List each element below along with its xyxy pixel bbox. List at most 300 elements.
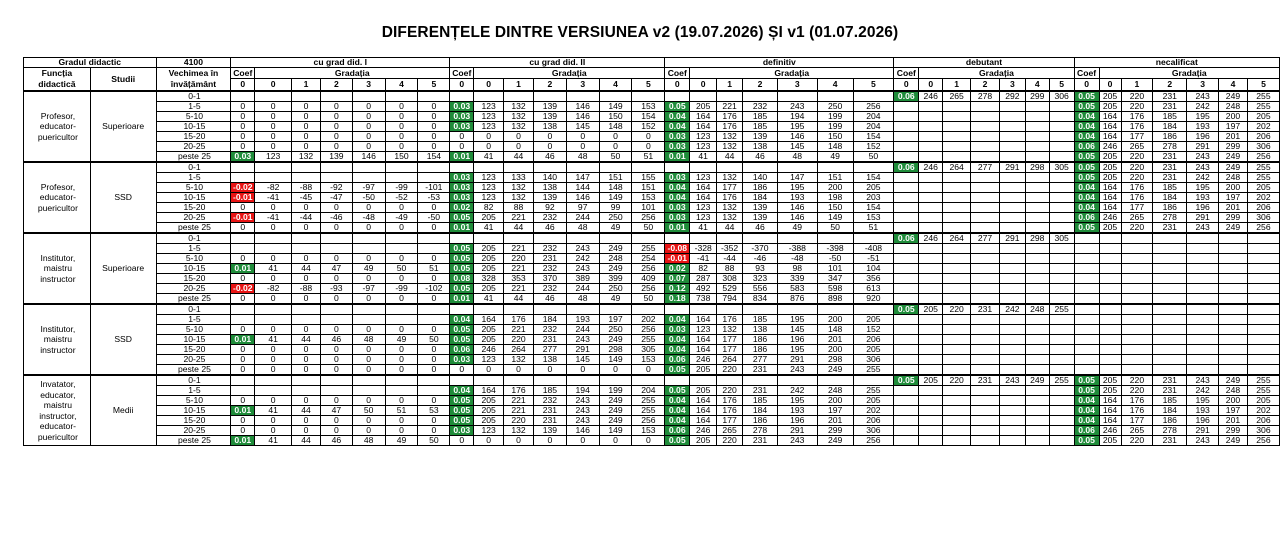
value-cell: 205 <box>853 345 894 355</box>
value-cell: 232 <box>533 325 566 335</box>
value-cell: 153 <box>632 426 665 436</box>
empty-cell <box>599 233 632 244</box>
empty-cell <box>999 173 1025 183</box>
empty-cell <box>1153 325 1187 335</box>
value-cell: 123 <box>474 355 504 365</box>
value-cell: 123 <box>255 152 292 163</box>
value-cell: 220 <box>1121 91 1153 102</box>
coef-cell: 0.01 <box>450 294 474 305</box>
value-cell: 185 <box>1153 396 1187 406</box>
value-cell: 123 <box>474 173 504 183</box>
value-cell: 41 <box>474 294 504 305</box>
empty-cell <box>292 315 321 325</box>
value-cell: 556 <box>743 284 778 294</box>
empty-cell <box>943 213 971 223</box>
coef-cell: 0.04 <box>665 345 690 355</box>
value-cell: 145 <box>777 142 817 152</box>
value-cell: 243 <box>1187 436 1219 446</box>
value-cell: 249 <box>599 264 632 274</box>
coef-cell: 0.05 <box>1074 223 1099 234</box>
empty-cell <box>943 345 971 355</box>
empty-cell <box>999 325 1025 335</box>
page-title: DIFERENȚELE DINTRE VERSIUNEA v2 (19.07.2026) ȘI v1 (01.07.2026) <box>381 24 899 41</box>
empty-cell <box>320 244 352 254</box>
empty-cell <box>1049 396 1074 406</box>
empty-cell <box>943 365 971 376</box>
empty-cell <box>999 142 1025 152</box>
value-cell: 199 <box>599 386 632 396</box>
table-row <box>24 365 1280 376</box>
coef-cell: -0.01 <box>231 213 255 223</box>
empty-cell <box>999 112 1025 122</box>
value-cell: 246 <box>690 426 717 436</box>
value-cell: 41 <box>255 335 292 345</box>
empty-cell <box>566 91 599 102</box>
empty-cell <box>1049 335 1074 345</box>
value-cell: 0 <box>418 365 450 376</box>
value-cell: 185 <box>1153 112 1187 122</box>
empty-cell <box>1121 233 1153 244</box>
empty-cell <box>1049 325 1074 335</box>
value-cell: 44 <box>504 294 534 305</box>
value-cell: 205 <box>690 386 717 396</box>
empty-cell <box>919 183 943 193</box>
value-cell: 243 <box>777 365 817 376</box>
coef-cell: 0.06 <box>450 345 474 355</box>
value-cell: 152 <box>632 122 665 132</box>
value-cell: 177 <box>1121 203 1153 213</box>
value-cell: 220 <box>1121 436 1153 446</box>
value-cell: -398 <box>817 244 853 254</box>
empty-cell <box>971 254 1000 264</box>
empty-cell <box>971 335 1000 345</box>
coef-cell: 0.06 <box>894 162 919 173</box>
vechime-cell: 1-5 <box>156 386 231 396</box>
coef-cell: 0.05 <box>665 436 690 446</box>
coef-cell: 0.05 <box>450 254 474 264</box>
value-cell: 0 <box>292 254 321 264</box>
coef-cell: 0.08 <box>450 274 474 284</box>
value-cell: 123 <box>690 213 717 223</box>
value-cell: 41 <box>255 406 292 416</box>
value-cell: -97 <box>352 183 385 193</box>
coef-cell: 0.03 <box>665 203 690 213</box>
empty-cell <box>999 426 1025 436</box>
value-cell: 0 <box>418 396 450 406</box>
empty-cell <box>1099 315 1121 325</box>
value-cell: 256 <box>632 284 665 294</box>
vechime-cell: 1-5 <box>156 315 231 325</box>
value-cell: -408 <box>853 244 894 254</box>
value-cell: 529 <box>717 284 743 294</box>
value-cell: 738 <box>690 294 717 305</box>
value-cell: 205 <box>1247 183 1279 193</box>
value-cell: 138 <box>533 355 566 365</box>
value-cell: 0 <box>352 426 385 436</box>
empty-cell <box>1121 345 1153 355</box>
value-cell: 0 <box>352 112 385 122</box>
empty-cell <box>1025 213 1049 223</box>
value-cell: 255 <box>632 335 665 345</box>
empty-cell <box>1153 294 1187 305</box>
empty-cell <box>352 91 385 102</box>
value-cell: 0 <box>292 396 321 406</box>
empty-cell <box>533 91 566 102</box>
value-cell: 0 <box>504 365 534 376</box>
coef-cell: -0.01 <box>231 193 255 203</box>
value-cell: 0 <box>418 416 450 426</box>
subheader-gradatia-cell: 0 <box>255 79 292 91</box>
value-cell: 0 <box>418 122 450 132</box>
empty-cell <box>999 132 1025 142</box>
value-cell: 123 <box>474 193 504 203</box>
empty-cell <box>665 304 690 315</box>
value-cell: 184 <box>743 406 778 416</box>
vechime-cell: 15-20 <box>156 416 231 426</box>
value-cell: 49 <box>777 223 817 234</box>
value-cell: 193 <box>777 406 817 416</box>
subheader-gradatia-cell: 3 <box>1187 79 1219 91</box>
table-row <box>24 355 1280 365</box>
vechime-cell: 15-20 <box>156 274 231 284</box>
empty-cell <box>1049 416 1074 426</box>
value-cell: 199 <box>817 112 853 122</box>
empty-cell <box>943 152 971 163</box>
coef-cell: 0 <box>450 142 474 152</box>
empty-cell <box>1187 244 1219 254</box>
coef-cell: 0.04 <box>665 315 690 325</box>
empty-cell <box>632 91 665 102</box>
value-cell: 242 <box>566 254 599 264</box>
value-cell: 0 <box>320 396 352 406</box>
value-cell: 50 <box>599 152 632 163</box>
value-cell: 277 <box>971 233 1000 244</box>
coef-cell: 0 <box>231 355 255 365</box>
value-cell: 231 <box>743 436 778 446</box>
empty-cell <box>919 112 943 122</box>
empty-cell <box>231 386 255 396</box>
empty-cell <box>599 375 632 386</box>
empty-cell <box>943 254 971 264</box>
coef-cell: 0.05 <box>450 284 474 294</box>
empty-cell <box>1074 244 1099 254</box>
empty-cell <box>533 375 566 386</box>
empty-cell <box>1049 142 1074 152</box>
empty-cell <box>943 102 971 112</box>
empty-cell <box>1099 304 1121 315</box>
coef-cell: 0 <box>450 436 474 446</box>
value-cell: 0 <box>255 365 292 376</box>
studii-cell: Superioare <box>90 91 156 162</box>
value-cell: 197 <box>817 406 853 416</box>
empty-cell <box>919 244 943 254</box>
coef-cell: 0.06 <box>665 355 690 365</box>
empty-cell <box>320 315 352 325</box>
value-cell: 0 <box>352 142 385 152</box>
empty-cell <box>1219 335 1248 345</box>
value-cell: 50 <box>817 223 853 234</box>
value-cell: 898 <box>817 294 853 305</box>
empty-cell <box>1025 315 1049 325</box>
value-cell: 184 <box>1153 406 1187 416</box>
value-cell: 231 <box>533 416 566 426</box>
value-cell: 185 <box>1153 183 1187 193</box>
table-row <box>24 152 1280 163</box>
empty-cell <box>943 274 971 284</box>
empty-cell <box>1153 264 1187 274</box>
vechime-cell: peste 25 <box>156 152 231 163</box>
value-cell: 196 <box>777 416 817 426</box>
empty-cell <box>418 315 450 325</box>
value-cell: 53 <box>418 406 450 416</box>
value-cell: 206 <box>853 416 894 426</box>
empty-cell <box>971 345 1000 355</box>
coef-cell: 0.05 <box>665 386 690 396</box>
value-cell: 139 <box>533 102 566 112</box>
value-cell: 242 <box>1187 386 1219 396</box>
empty-cell <box>919 325 943 335</box>
value-cell: 255 <box>1247 91 1279 102</box>
coef-cell: 0.04 <box>665 396 690 406</box>
empty-cell <box>999 386 1025 396</box>
empty-cell <box>894 294 919 305</box>
empty-cell <box>894 426 919 436</box>
empty-cell <box>665 91 690 102</box>
empty-cell <box>352 244 385 254</box>
table-row <box>24 315 1280 325</box>
coef-cell: 0.05 <box>450 264 474 274</box>
value-cell: 49 <box>817 152 853 163</box>
empty-cell <box>1187 325 1219 335</box>
empty-cell <box>255 315 292 325</box>
value-cell: 123 <box>690 173 717 183</box>
empty-cell <box>1025 274 1049 284</box>
empty-cell <box>971 315 1000 325</box>
header-row-sections <box>24 58 1280 68</box>
value-cell: 154 <box>853 132 894 142</box>
value-cell: 0 <box>352 365 385 376</box>
value-cell: 132 <box>717 203 743 213</box>
empty-cell <box>777 304 817 315</box>
table-row <box>24 91 1280 102</box>
value-cell: 41 <box>255 436 292 446</box>
value-cell: 195 <box>777 183 817 193</box>
empty-cell <box>1121 304 1153 315</box>
empty-cell <box>743 375 778 386</box>
value-cell: 194 <box>777 112 817 122</box>
value-cell: 146 <box>566 426 599 436</box>
coef-cell: 0.04 <box>1074 112 1099 122</box>
value-cell: 205 <box>474 264 504 274</box>
empty-cell <box>971 173 1000 183</box>
value-cell: 205 <box>474 416 504 426</box>
empty-cell <box>1025 396 1049 406</box>
value-cell: 250 <box>599 213 632 223</box>
subheader-coef-cell: 0 <box>665 79 690 91</box>
value-cell: 195 <box>777 345 817 355</box>
coef-cell: 0.03 <box>665 132 690 142</box>
section-grad-i: cu grad did. I <box>231 58 450 68</box>
subheader-gradatia-cell: 1 <box>943 79 971 91</box>
value-cell: 184 <box>533 315 566 325</box>
value-cell: 139 <box>533 112 566 122</box>
value-cell: 291 <box>1187 213 1219 223</box>
empty-cell <box>632 375 665 386</box>
value-cell: 98 <box>777 264 817 274</box>
empty-cell <box>1025 406 1049 416</box>
table-row <box>24 173 1280 183</box>
coef-cell: 0.04 <box>1074 132 1099 142</box>
value-cell: 248 <box>1219 386 1248 396</box>
value-cell: 248 <box>1219 102 1248 112</box>
value-cell: 50 <box>632 294 665 305</box>
value-cell: -48 <box>352 213 385 223</box>
value-cell: 255 <box>853 365 894 376</box>
value-cell: 195 <box>777 315 817 325</box>
value-cell: 50 <box>352 406 385 416</box>
coef-cell: 0.01 <box>231 264 255 274</box>
empty-cell <box>255 233 292 244</box>
empty-cell <box>919 213 943 223</box>
empty-cell <box>1049 284 1074 294</box>
value-cell: 249 <box>599 416 632 426</box>
coef-cell: 0.04 <box>665 335 690 345</box>
value-cell: 148 <box>599 122 632 132</box>
value-cell: 0 <box>418 355 450 365</box>
empty-cell <box>1049 193 1074 203</box>
value-cell: 176 <box>1121 122 1153 132</box>
empty-cell <box>1121 254 1153 264</box>
value-cell: 194 <box>566 386 599 396</box>
empty-cell <box>1219 274 1248 284</box>
coef-cell: 0.03 <box>665 173 690 183</box>
empty-cell <box>1153 365 1187 376</box>
value-cell: 186 <box>743 183 778 193</box>
value-cell: 243 <box>566 396 599 406</box>
value-cell: 246 <box>919 91 943 102</box>
coef-cell: 0.04 <box>1074 203 1099 213</box>
empty-cell <box>943 355 971 365</box>
empty-cell <box>255 375 292 386</box>
value-cell: 132 <box>717 173 743 183</box>
value-cell: 0 <box>255 274 292 284</box>
empty-cell <box>320 162 352 173</box>
empty-cell <box>1153 304 1187 315</box>
value-cell: 0 <box>255 122 292 132</box>
empty-cell <box>999 396 1025 406</box>
coef-cell: 0.05 <box>1074 375 1099 386</box>
value-cell: 205 <box>474 406 504 416</box>
value-cell: 583 <box>777 284 817 294</box>
section-debutant: debutant <box>894 58 1074 68</box>
value-cell: 205 <box>853 396 894 406</box>
subheader-gradatia-cell: 5 <box>1049 79 1074 91</box>
value-cell: 0 <box>352 254 385 264</box>
value-cell: 299 <box>1219 213 1248 223</box>
empty-cell <box>418 386 450 396</box>
value-cell: 249 <box>1219 223 1248 234</box>
value-cell: 196 <box>1187 416 1219 426</box>
empty-cell <box>894 142 919 152</box>
value-cell: 299 <box>817 426 853 436</box>
empty-cell <box>999 254 1025 264</box>
empty-cell <box>320 173 352 183</box>
value-cell: 0 <box>255 426 292 436</box>
value-cell: 246 <box>1099 426 1121 436</box>
value-cell: 201 <box>817 416 853 426</box>
value-cell: 399 <box>599 274 632 284</box>
value-cell: 132 <box>717 325 743 335</box>
value-cell: 44 <box>504 223 534 234</box>
value-cell: 231 <box>1153 386 1187 396</box>
empty-cell <box>690 375 717 386</box>
value-cell: 164 <box>1099 132 1121 142</box>
value-cell: 305 <box>1049 233 1074 244</box>
value-cell: 202 <box>853 406 894 416</box>
empty-cell <box>999 122 1025 132</box>
empty-cell <box>894 396 919 406</box>
empty-cell <box>1187 284 1219 294</box>
empty-cell <box>1049 112 1074 122</box>
value-cell: 153 <box>853 213 894 223</box>
value-cell: 243 <box>1187 375 1219 386</box>
table-row <box>24 264 1280 274</box>
empty-cell <box>943 416 971 426</box>
value-cell: 246 <box>919 162 943 173</box>
empty-cell <box>971 183 1000 193</box>
table-row <box>24 233 1280 244</box>
value-cell: 138 <box>533 122 566 132</box>
empty-cell <box>1187 355 1219 365</box>
value-cell: 231 <box>1153 91 1187 102</box>
empty-cell <box>1153 233 1187 244</box>
value-cell: 132 <box>504 102 534 112</box>
value-cell: 151 <box>817 173 853 183</box>
value-cell: 164 <box>690 112 717 122</box>
vechime-cell: 5-10 <box>156 396 231 406</box>
table-row <box>24 244 1280 254</box>
value-cell: 0 <box>292 203 321 213</box>
empty-cell <box>717 91 743 102</box>
value-cell: 152 <box>853 142 894 152</box>
value-cell: -47 <box>320 193 352 203</box>
value-cell: 205 <box>853 315 894 325</box>
value-cell: 256 <box>1247 223 1279 234</box>
value-cell: 195 <box>1187 396 1219 406</box>
value-cell: 265 <box>1121 426 1153 436</box>
value-cell: 97 <box>566 203 599 213</box>
empty-cell <box>1049 244 1074 254</box>
empty-cell <box>450 233 474 244</box>
value-cell: 220 <box>504 335 534 345</box>
empty-cell <box>999 203 1025 213</box>
value-cell: 204 <box>853 112 894 122</box>
empty-cell <box>943 112 971 122</box>
value-cell: 306 <box>853 426 894 436</box>
value-cell: -50 <box>817 254 853 264</box>
value-cell: 249 <box>817 436 853 446</box>
value-cell: 48 <box>777 152 817 163</box>
empty-cell <box>533 233 566 244</box>
empty-cell <box>853 304 894 315</box>
functia-cell: Institutor, maistru instructor <box>24 233 91 304</box>
empty-cell <box>1099 274 1121 284</box>
value-cell: 164 <box>1099 416 1121 426</box>
subheader-gradatia-cell: 4 <box>599 79 632 91</box>
coef-cell: 0.05 <box>1074 152 1099 163</box>
empty-cell <box>894 223 919 234</box>
table-row <box>24 386 1280 396</box>
